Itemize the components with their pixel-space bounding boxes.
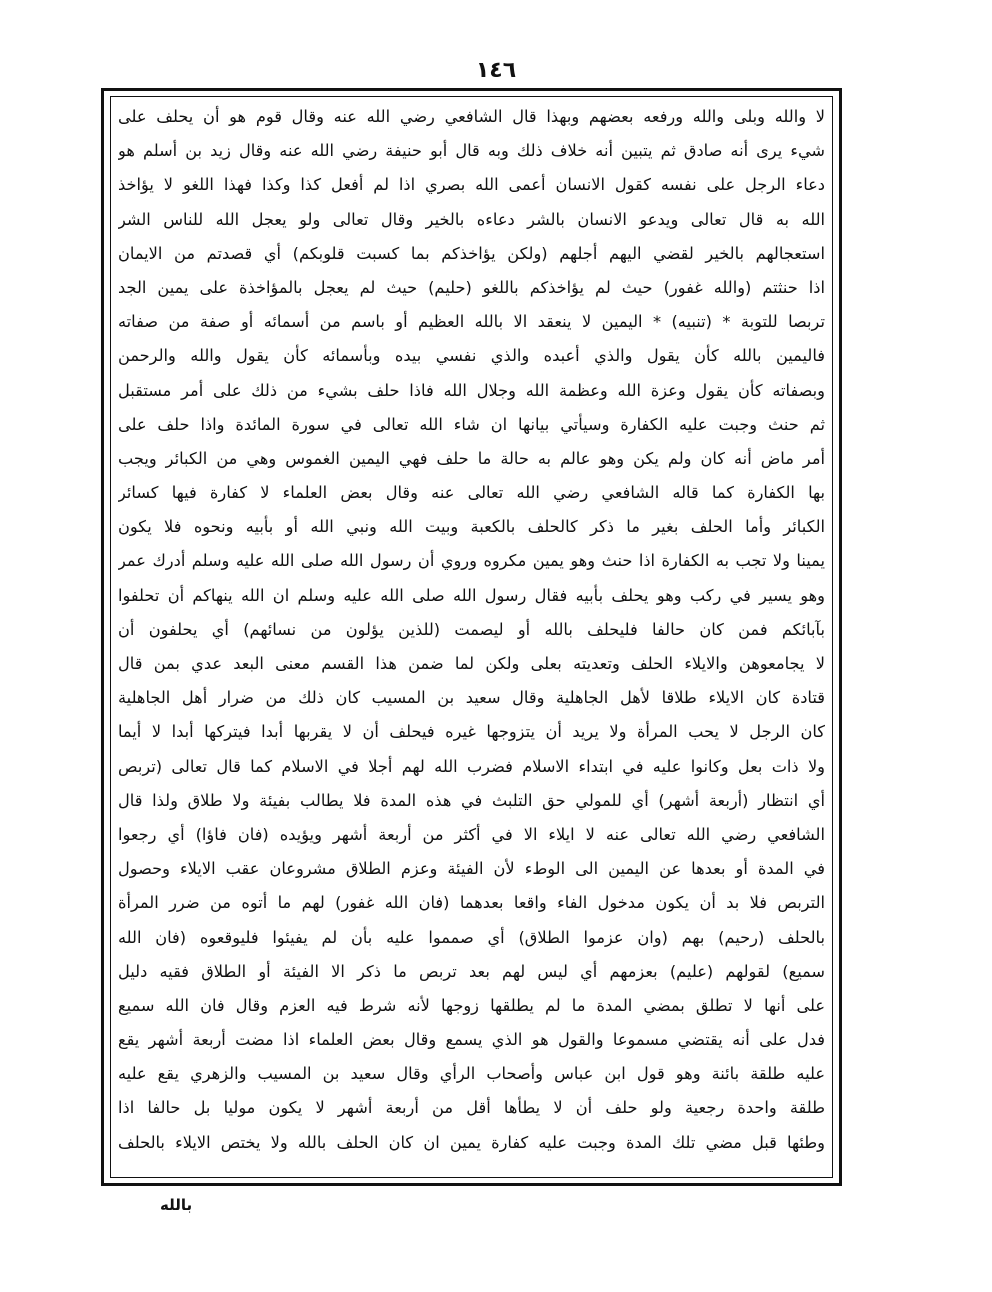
text-line: الشافعي رضي الله تعالى عنه لا ايلاء الا في أكثر من أربعة أشهر ويؤيده (فان فاؤا) أي رجعوا — [118, 824, 825, 844]
text-line: شيء يرى أنه صادق ثم يتبين أنه خلاف ذلك وبه قال أبو حنيفة رضي الله عنه وقال زيد بن أسلم هو — [118, 141, 825, 161]
text-line: الكبائر وأما الحلف بغير ما ذكر كالحلف بالكعبة وبيت الله ونبي الله أو بأبيه ونحوه فلا يكون — [118, 517, 825, 537]
text-line: استعجالهم بالخير لقضي اليهم أجلهم (ولكن يؤاخذكم بما كسبت قلوبكم) أي قصدتم من الايمان — [118, 243, 825, 263]
text-line: فاليمين بالله كأن يقول والذي أعبده والذي نفسي بيده وبأسمائه كأن يقول والله والرحمن — [118, 346, 825, 366]
text-line: يمينا ولا تجب به الكفارة اذا حنث وهو يمين مكروه وروي أن رسول الله صلى الله عليه وسلم أدرك عمر — [118, 551, 825, 571]
main-text-body — [118, 100, 825, 1160]
text-line: فدل على أنه يقتضي مسموعا والقول هو الذي يسمع وقال بعض العلماء اذا مضت أربعة أشهر يقع — [118, 1030, 825, 1050]
text-line: بآبائكم فمن كان حالفا فليحلف بالله أو ليصمت (للذين يؤلون من نسائهم) أي يحلفون أن — [118, 619, 825, 639]
text-line: ولا ذات بعل وكانوا عليه في ابتداء الاسلام فضرب الله لهم أجلا في الاسلام كما قال تعالى (تربص — [118, 756, 825, 776]
text-line: وهو يسير في ركب وهو يحلف بأبيه فقال رسول الله صلى الله عليه وسلم ان الله ينهاكم أن تحلفوا — [118, 585, 825, 605]
text-line: أي انتظار (أربعة أشهر) أي للمولي حق التلبث في هذه المدة فلا يطالب بفيئة ولا طلاق ولذا قال — [118, 790, 825, 810]
text-line: اذا حنثتم (والله غفور) حيث لم يؤاخذكم باللغو (حليم) حيث لم يعجل بالمؤاخذة على يمين الجد — [118, 277, 825, 297]
text-line: وطئها قبل مضي تلك المدة وجبت عليه كفارة يمين ان كان الحلف بالله ولا يختص الايلاء بالحلف — [118, 1132, 825, 1152]
text-line: بالحلف (رحيم) بهم (وان عزموا الطلاق) أي صمموا عليه بأن لم يفيئوا فليوقعوه (فان الله — [118, 927, 825, 947]
text-line: ثم حنث وجبت عليه الكفارة وسيأتي بيانها ان شاء الله تعالى في سورة المائدة واذا حلف على — [118, 414, 825, 434]
text-line: التربص فلا بد أن يكون مدخول الفاء واقعا بعدهما (فان الله غفور) لهم ما أتوه من ضرر المرأة — [118, 893, 825, 913]
page-number: ١٤٦ — [475, 58, 517, 83]
text-line: لا والله وبلى والله ورفعه بعضهم وبهذا قال الشافعي رضي الله عنه وقال قوم هو أن يحلف على — [118, 107, 825, 126]
text-line: قتادة كان الايلاء طلاقا لأهل الجاهلية وقال سعيد بن المسيب كان ذلك من ضرار أهل الجاهلية — [118, 688, 825, 708]
catchword: بالله — [160, 1196, 193, 1214]
text-line: بها الكفارة كما قاله الشافعي رضي الله تعالى عنه وقال بعض العلماء لا كفارة فيها كسائر — [118, 483, 825, 503]
text-line: في المدة أو بعدها عن اليمين الى الوطء لأن الفيئة وعزم الطلاق مشروعان عقب الايلاء وحصول — [118, 859, 825, 879]
text-line: أمر ماض أنه كان ولم يكن وهو عالم به حالة ما حلف فهي اليمين الغموس وهي من الكبائر ويجب — [118, 448, 825, 468]
text-line: الله به قال تعالى ويدعو الانسان بالشر دعاءه بالخير وقال تعالى ولو يعجل الله للناس الشر — [118, 209, 825, 229]
text-line: دعاء الرجل على نفسه كقول الانسان أعمى الله بصري اذا لم أفعل كذا وكذا فهذا اللغو لا يؤاخذ — [118, 175, 825, 195]
text-line: لا يجامعوهن والايلاء الحلف وتعديته بعلى ولكن لما ضمن هذا القسم معنى البعد عدي بمن قال — [118, 654, 825, 673]
text-line: عليه طلقة بائنة وهو قول ابن عباس وأصحاب الرأي وقال سعيد بن المسيب والزهري يقع عليه — [118, 1064, 825, 1084]
text-line: وبصفاته كأن يقول وعزة الله وعظمة الله وجلال الله فاذا حلف بشيء من ذلك على أمر مستقبل — [118, 380, 825, 400]
text-line: طلقة واحدة رجعية ولو حلف أن لا يطأها أقل من أربعة أشهر لا يكون موليا بل حالفا اذا — [118, 1098, 825, 1118]
text-line: على أنها لا تطلق بمضي المدة ما لم يطلقها زوجها لأنه شرط فيه العزم وقال فان الله سميع — [118, 995, 825, 1015]
text-line: سميع) لقولهم (عليم) بعزمهم أي ليس لهم بعد تربص ما ذكر الا الفيئة أو الطلاق فقيه دليل — [118, 961, 825, 981]
text-line: تربصا للتوبة * (تنبيه) * اليمين لا ينعقد الا بالله العظيم أو باسم من أسمائه أو صفة من صفاته — [118, 312, 825, 332]
text-line: كان الرجل لا يحب المرأة ولا يريد أن يتزوجها غيره فيحلف أن لا يقربها أبدا فيتركها أبدا لا أيما — [118, 722, 825, 742]
